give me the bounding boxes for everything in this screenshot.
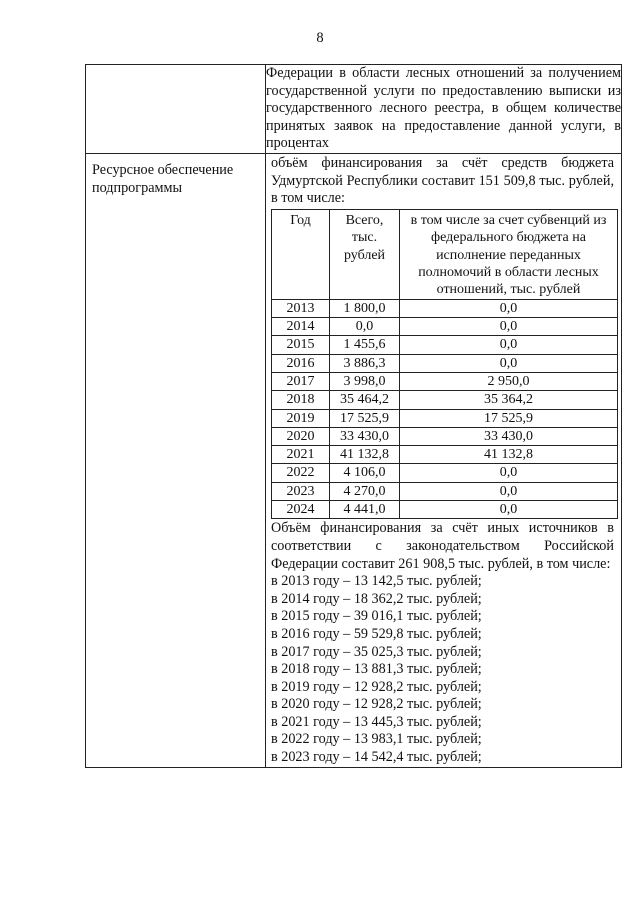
federal-cell: 33 430,0: [400, 427, 618, 445]
row1-right-cell: [266, 65, 622, 154]
list-item: в 2020 году – 12 928,2 тыс. рублей;: [271, 696, 482, 713]
list-item: в 2017 году – 35 025,3 тыс. рублей;: [271, 643, 482, 660]
federal-cell: 0,0: [400, 336, 618, 354]
row-resource-support: [86, 153, 622, 767]
header-total: Всего, тыс. рублей: [330, 209, 400, 299]
year-cell: 2013: [272, 299, 330, 317]
page-number: 8: [316, 30, 324, 46]
list-item: в 2018 году – 13 881,3 тыс. рублей;: [271, 661, 482, 678]
total-cell: 17 525,9: [330, 409, 400, 427]
row2-left-cell: [86, 153, 266, 767]
year-cell: 2014: [272, 318, 330, 336]
table-row: [272, 446, 618, 464]
list-item: в 2013 году – 13 142,5 тыс. рублей;: [271, 573, 482, 590]
funding-table: [271, 209, 618, 520]
row-service-indicator: [86, 65, 622, 154]
table-row: [272, 318, 618, 336]
table-row: [272, 482, 618, 500]
total-cell: 4 441,0: [330, 501, 400, 519]
year-cell: 2022: [272, 464, 330, 482]
year-cell: 2015: [272, 336, 330, 354]
year-cell: 2018: [272, 391, 330, 409]
federal-cell: 0,0: [400, 299, 618, 317]
federal-cell: 2 950,0: [400, 372, 618, 390]
indicator-text: Федерации в области лесных отношений за получением государственной услуги по предоставлению выписки из государственного лесного реестра, в общем количестве принятых заявок на предоставление данной услуги, в процентах: [266, 65, 621, 152]
total-cell: 33 430,0: [330, 427, 400, 445]
table-row: [272, 336, 618, 354]
federal-cell: 17 525,9: [400, 409, 618, 427]
year-cell: 2024: [272, 501, 330, 519]
other-sources-text: Объём финансирования за счёт иных источников в соответствии с законодательством Российской Федерации составит 261 908,5 тыс. рублей, в том числе:: [271, 520, 614, 572]
year-cell: 2023: [272, 482, 330, 500]
federal-cell: 0,0: [400, 318, 618, 336]
year-cell: 2020: [272, 427, 330, 445]
list-item: в 2014 году – 18 362,2 тыс. рублей;: [271, 590, 482, 607]
list-item: в 2015 году – 39 016,1 тыс. рублей;: [271, 608, 482, 625]
list-item: в 2022 году – 13 983,1 тыс. рублей;: [271, 731, 482, 748]
year-cell: 2021: [272, 446, 330, 464]
federal-cell: 0,0: [400, 501, 618, 519]
funding-table-header: [272, 209, 618, 299]
federal-cell: 0,0: [400, 464, 618, 482]
federal-cell: 0,0: [400, 354, 618, 372]
row1-left-cell: [86, 65, 266, 154]
total-cell: 0,0: [330, 318, 400, 336]
total-cell: 41 132,8: [330, 446, 400, 464]
table-row: [272, 391, 618, 409]
table-row: [272, 501, 618, 519]
passport-table: [85, 64, 622, 768]
list-item: в 2021 году – 13 445,3 тыс. рублей;: [271, 713, 482, 730]
other-sources-by-year: [271, 573, 614, 767]
total-cell: 35 464,2: [330, 391, 400, 409]
list-item: в 2016 году – 59 529,8 тыс. рублей;: [271, 625, 482, 642]
table-row: [272, 409, 618, 427]
row2-right-cell: [266, 153, 622, 767]
year-cell: 2019: [272, 409, 330, 427]
total-cell: 4 106,0: [330, 464, 400, 482]
total-cell: 4 270,0: [330, 482, 400, 500]
table-row: [272, 427, 618, 445]
list-item: в 2019 году – 12 928,2 тыс. рублей;: [271, 678, 482, 695]
total-cell: 3 998,0: [330, 372, 400, 390]
resource-support-label: Ресурсное обеспечение подпрограммы: [92, 161, 234, 196]
table-row: [272, 372, 618, 390]
table-row: [272, 354, 618, 372]
total-cell: 3 886,3: [330, 354, 400, 372]
year-cell: 2016: [272, 354, 330, 372]
federal-cell: 35 364,2: [400, 391, 618, 409]
federal-cell: 41 132,8: [400, 446, 618, 464]
total-cell: 1 455,6: [330, 336, 400, 354]
funding-table-body: [272, 299, 618, 519]
budget-intro: объём финансирования за счёт средств бюджета Удмуртской Республики составит 151 509,8 тыс. рублей, в том числе:: [271, 154, 614, 207]
federal-cell: 0,0: [400, 482, 618, 500]
list-item: в 2023 году – 14 542,4 тыс. рублей;: [271, 749, 482, 766]
header-year: Год: [272, 209, 330, 299]
table-row: [272, 464, 618, 482]
table-row: [272, 299, 618, 317]
year-cell: 2017: [272, 372, 330, 390]
header-federal-subvention: в том числе за счет субвенций из федерального бюджета на исполнение переданных полномочий в области лесных отношений, тыс. рублей: [400, 209, 618, 299]
total-cell: 1 800,0: [330, 299, 400, 317]
